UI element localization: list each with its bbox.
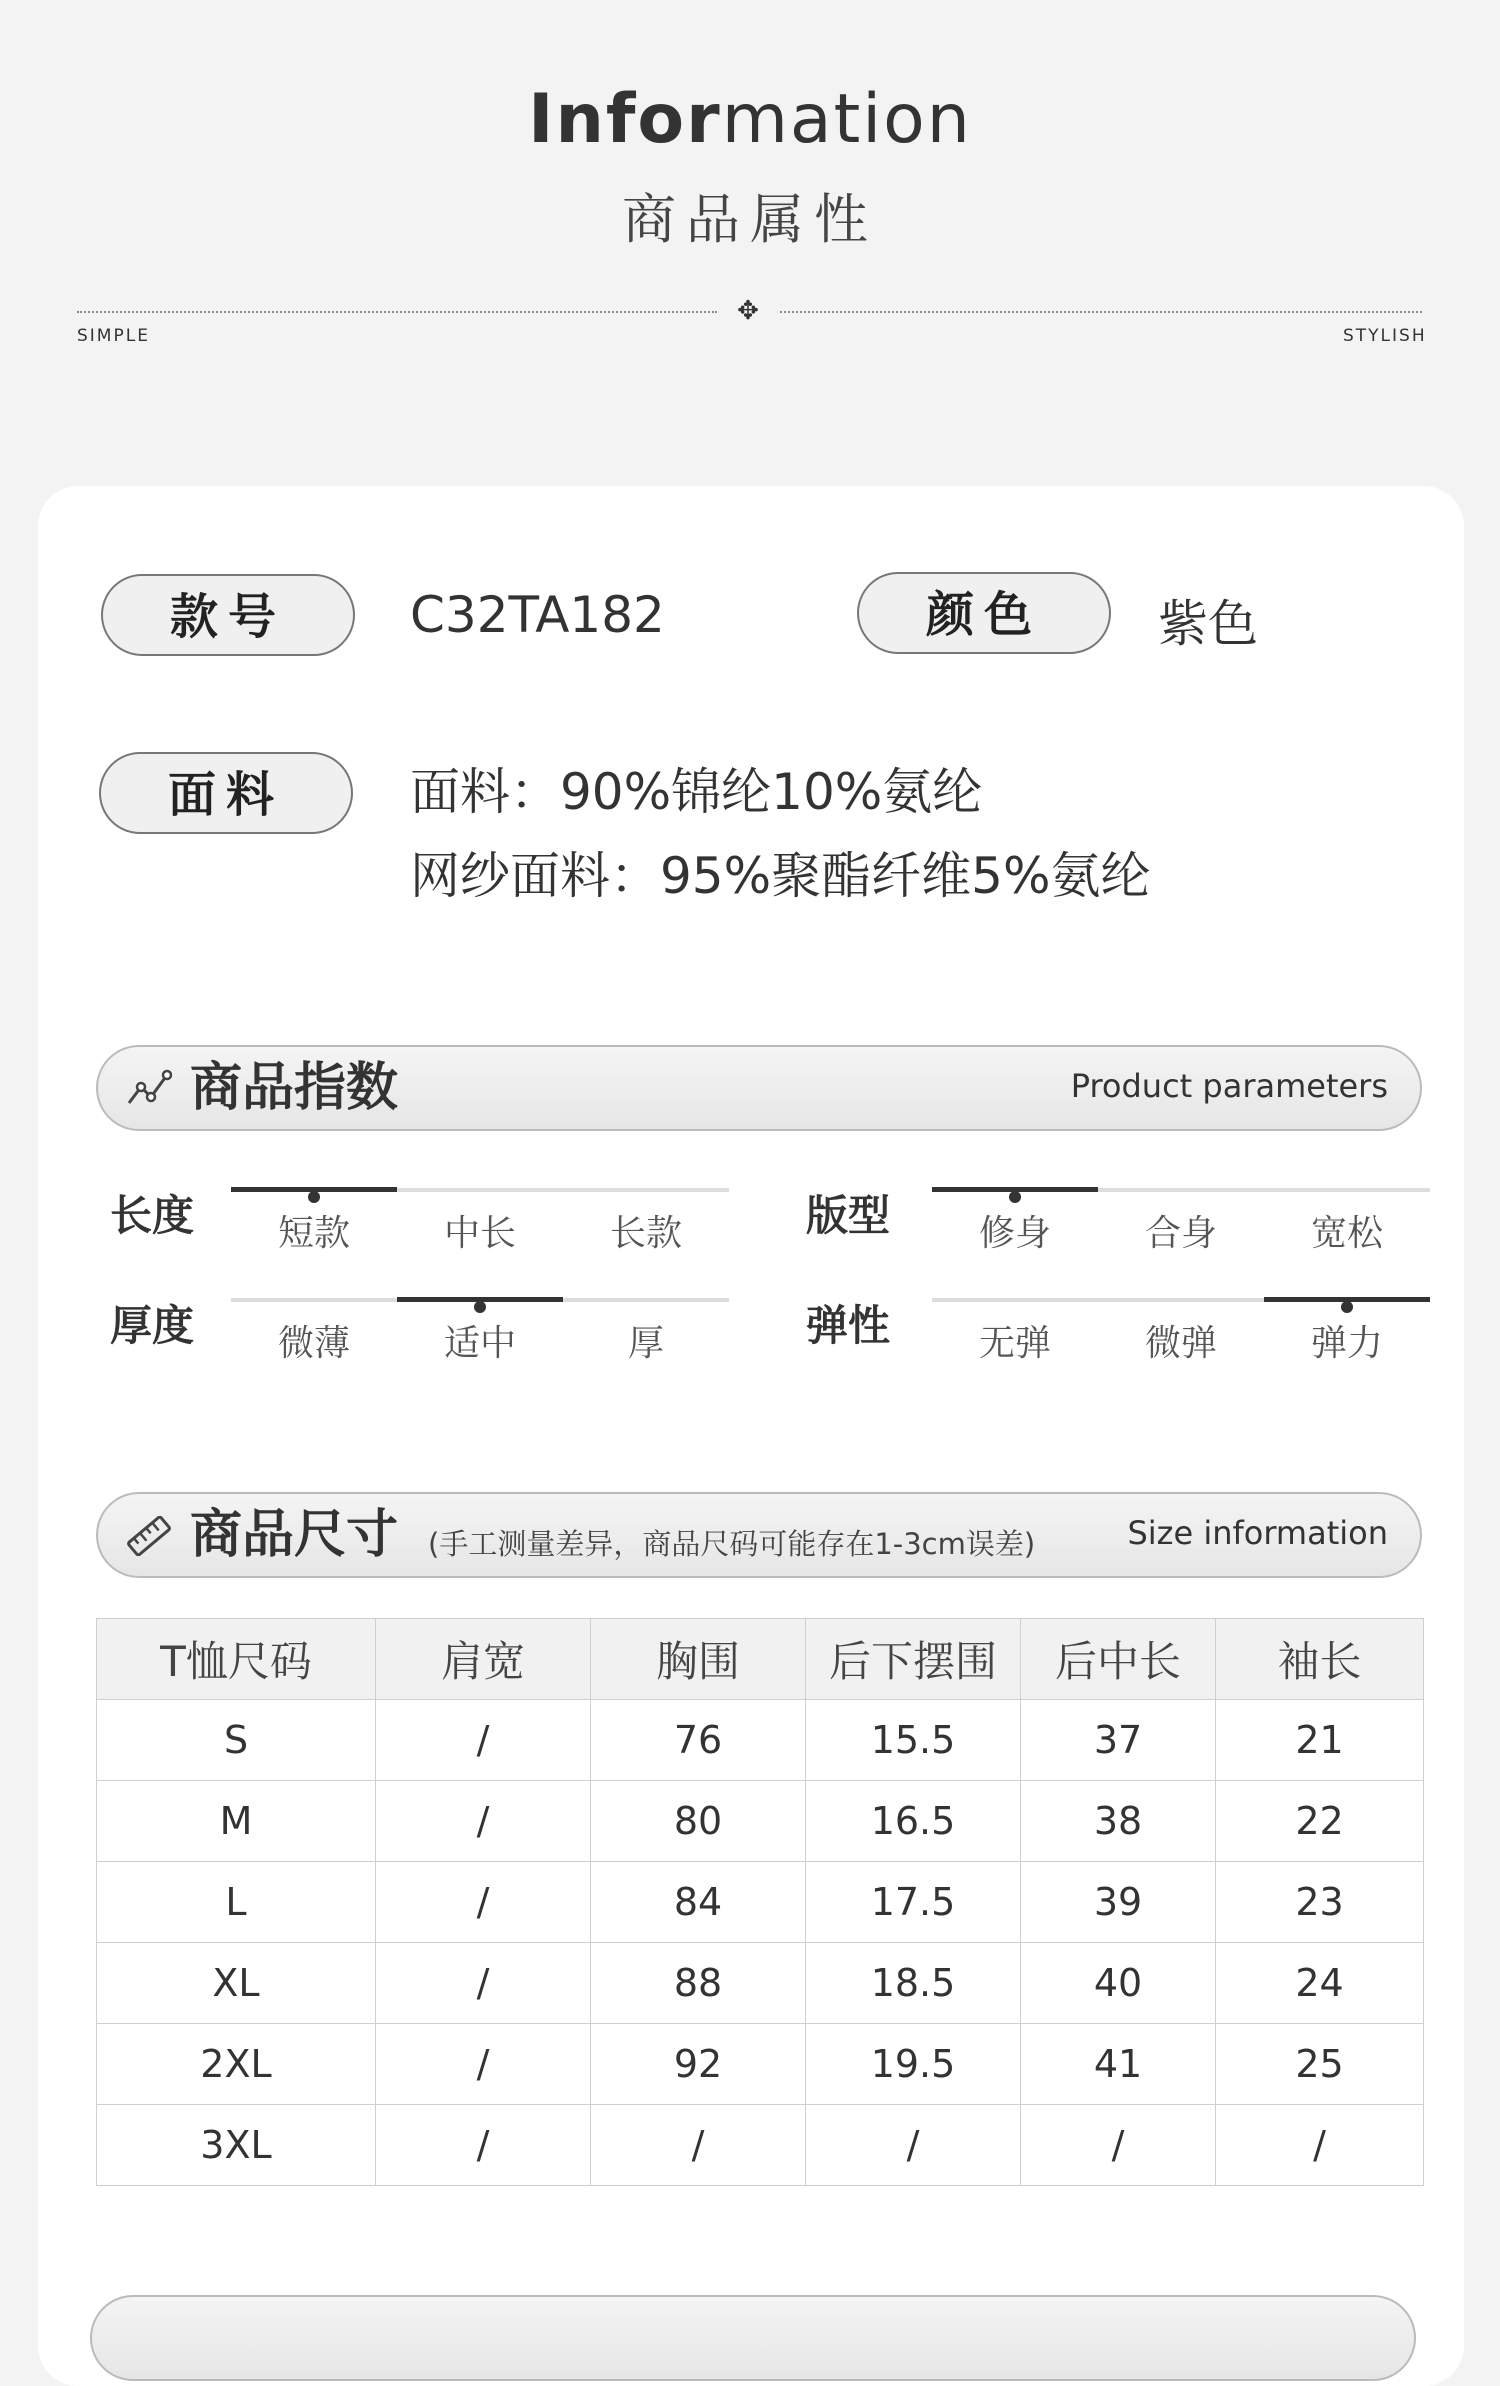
table-cell: 18.5 (806, 1943, 1021, 2024)
table-cell: 22 (1216, 1781, 1424, 1862)
table-body (97, 1700, 1424, 2186)
style-number-label: 款号 (101, 574, 355, 656)
param-label: 版型 (806, 1191, 891, 1240)
size-section-bar (96, 1492, 1422, 1578)
table-cell: 23 (1216, 1862, 1424, 1943)
cross-arrows-icon: ✥ (737, 296, 759, 326)
param-option: 长款 (609, 1213, 682, 1254)
param-option: 修身 (978, 1213, 1051, 1254)
table-header-cell: 胸围 (591, 1619, 806, 1700)
size-table (96, 1618, 1424, 2186)
divider-right (780, 311, 1422, 313)
table-cell: 38 (1021, 1781, 1216, 1862)
divider-left (77, 311, 717, 313)
table-cell: 3XL (97, 2105, 376, 2186)
table-row (97, 2105, 1424, 2186)
table-cell: 88 (591, 1943, 806, 2024)
fabric-label: 面料 (99, 752, 353, 834)
param-option: 厚 (627, 1323, 664, 1364)
style-number-value: C32TA182 (410, 586, 665, 644)
table-row (97, 1862, 1424, 1943)
table-cell: / (376, 1700, 591, 1781)
param-option: 短款 (277, 1213, 350, 1254)
param-marker (1009, 1191, 1021, 1203)
table-cell: 2XL (97, 2024, 376, 2105)
color-label: 颜色 (857, 572, 1111, 654)
page-title (0, 80, 1500, 160)
table-cell: 15.5 (806, 1700, 1021, 1781)
table-cell: 19.5 (806, 2024, 1021, 2105)
table-cell: / (376, 1943, 591, 2024)
param-track (231, 1188, 729, 1192)
param-option: 适中 (443, 1323, 516, 1364)
table-cell: / (376, 2024, 591, 2105)
table-cell: / (376, 1862, 591, 1943)
table-cell: / (376, 1781, 591, 1862)
simple-tag: SIMPLE (77, 326, 150, 346)
param-marker (308, 1191, 320, 1203)
trend-line-icon (126, 1069, 172, 1109)
table-row (97, 1943, 1424, 2024)
param-option: 合身 (1144, 1213, 1217, 1254)
table-cell: S (97, 1700, 376, 1781)
params-title: 商品指数 (190, 1058, 399, 1118)
params-subtitle-en: Product parameters (1070, 1067, 1388, 1105)
title-bold: Infor (528, 80, 722, 159)
table-row (97, 1700, 1424, 1781)
size-title: 商品尺寸 (190, 1505, 399, 1565)
table-header-cell: T恤尺码 (97, 1619, 376, 1700)
color-value: 紫色 (1158, 595, 1258, 653)
param-option: 无弹 (978, 1323, 1051, 1364)
table-cell: / (1021, 2105, 1216, 2186)
table-row (97, 2024, 1424, 2105)
table-cell: XL (97, 1943, 376, 2024)
table-cell: 16.5 (806, 1781, 1021, 1862)
table-cell: 39 (1021, 1862, 1216, 1943)
param-option: 中长 (443, 1213, 516, 1254)
table-cell: 76 (591, 1700, 806, 1781)
param-option: 微薄 (277, 1323, 350, 1364)
param-label: 弹性 (806, 1301, 891, 1350)
table-cell: / (806, 2105, 1021, 2186)
table-header-cell: 后中长 (1021, 1619, 1216, 1700)
table-cell: L (97, 1862, 376, 1943)
size-note: (手工测量差异，商品尺码可能存在1-3cm误差) (428, 1527, 1036, 1561)
params-section-bar (96, 1045, 1422, 1131)
table-cell: 84 (591, 1862, 806, 1943)
ruler-icon (126, 1516, 172, 1556)
param-marker (474, 1301, 486, 1313)
table-header-cell: 袖长 (1216, 1619, 1424, 1700)
table-row (97, 1781, 1424, 1862)
param-track (932, 1298, 1430, 1302)
table-cell: 24 (1216, 1943, 1424, 2024)
param-track (231, 1298, 729, 1302)
size-subtitle-en: Size information (1127, 1514, 1388, 1552)
param-option: 微弹 (1144, 1323, 1217, 1364)
table-cell: 21 (1216, 1700, 1424, 1781)
table-cell: 92 (591, 2024, 806, 2105)
table-cell: / (376, 2105, 591, 2186)
table-cell: 37 (1021, 1700, 1216, 1781)
table-cell: 41 (1021, 2024, 1216, 2105)
table-cell: 17.5 (806, 1862, 1021, 1943)
table-header-cell: 肩宽 (376, 1619, 591, 1700)
table-header-row (97, 1619, 1424, 1700)
table-cell: M (97, 1781, 376, 1862)
param-label: 长度 (110, 1191, 195, 1240)
param-option: 宽松 (1310, 1213, 1383, 1254)
table-cell: / (591, 2105, 806, 2186)
table-cell: 40 (1021, 1943, 1216, 2024)
param-option: 弹力 (1310, 1323, 1383, 1364)
fabric-line-1: 面料：90%锦纶10%氨纶 (410, 763, 983, 821)
model-section-bar (90, 2295, 1416, 2381)
table-header-cell: 后下摆围 (806, 1619, 1021, 1700)
table-cell: 80 (591, 1781, 806, 1862)
table-cell: / (1216, 2105, 1424, 2186)
fabric-line-2: 网纱面料：95%聚酯纤维5%氨纶 (410, 847, 1151, 905)
stylish-tag: STYLISH (1343, 326, 1427, 346)
table-cell: 25 (1216, 2024, 1424, 2105)
param-track (932, 1188, 1430, 1192)
page-subtitle: 商品属性 (622, 188, 878, 251)
param-marker (1341, 1301, 1353, 1313)
param-label: 厚度 (110, 1301, 195, 1350)
title-light: mation (721, 80, 972, 159)
